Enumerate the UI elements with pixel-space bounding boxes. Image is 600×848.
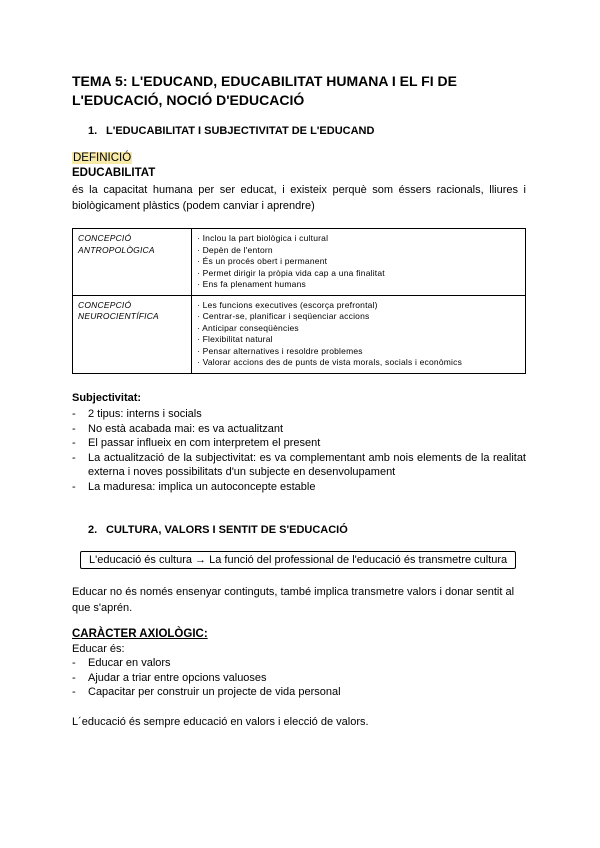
list-item: · Valorar accions des de punts de vista morals, socials i econòmics	[197, 357, 463, 367]
list-item: - El passar influeix en com interpretem el present	[72, 436, 526, 451]
table-row	[73, 295, 526, 373]
list-item: - Capacitar per construir un projecte de vida personal	[72, 685, 526, 700]
caracter-axiologic-heading: CARÀCTER AXIOLÒGIC:	[72, 628, 208, 640]
list-item: - No està acabada mai: es va actualitzant	[72, 422, 526, 437]
list-item: · Flexibilitat natural	[197, 334, 273, 344]
list-item: · Pensar alternatives i resoldre problemes	[197, 345, 363, 356]
term-educabilitat: EDUCABILITAT	[72, 167, 156, 179]
concept-items-antropologica	[192, 229, 526, 296]
list-item: - 2 tipus: interns i socials	[72, 407, 526, 422]
closing-statement: L´educació és sempre educació en valors i elecció de valors.	[72, 716, 369, 728]
section-2-title: CULTURA, VALORS I SENTIT DE S'EDUCACIÓ	[106, 524, 348, 536]
section-2-heading	[88, 524, 348, 536]
definition-label: DEFINICIÓ	[73, 152, 132, 164]
list-item: · Les funcions executives (escorça prefrontal)	[197, 299, 378, 310]
definition-text: és la capacitat humana per ser educat, i existeix perquè som éssers racionals, lliures i biològicament plàstics (podem canviar i aprendre)	[72, 184, 526, 212]
section-1-title: L'EDUCABILITAT I SUBJECTIVITAT DE L'EDUCAND	[106, 125, 375, 137]
concept-items-neurocientifica	[192, 295, 526, 373]
list-item: · Inclou la part biològica i cultural	[197, 233, 329, 243]
cultura-callout-box: L'educació és cultura → La funció del professional de l'educació és transmetre cultura	[80, 551, 516, 569]
subjectivitat-list	[72, 407, 526, 494]
list-item: - Educar en valors	[72, 656, 526, 671]
list-item: · Ens fa plenament humans	[197, 279, 306, 289]
list-item: · Centrar-se, planificar i seqüenciar accions	[197, 311, 370, 321]
concepts-table	[72, 228, 526, 374]
list-item: - La actualització de la subjectivitat: es va complementant amb nois elements de la realitat externa i noves possibilitats d'un subjecte en desenvolupament	[72, 451, 526, 480]
educar-list	[72, 656, 526, 700]
section-1-number: 1.	[88, 125, 98, 137]
educar-es-label: Educar és:	[72, 643, 125, 655]
list-item: - Ajudar a triar entre opcions valuoses	[72, 671, 526, 686]
table-row	[73, 229, 526, 296]
list-item: · Depèn de l'entorn	[197, 244, 273, 255]
educar-paragraph: Educar no és només ensenyar continguts, també implica transmetre valors i donar sentit al que s'aprén.	[72, 586, 515, 614]
section-1-heading	[88, 125, 374, 137]
list-item: - La maduresa: implica un autoconcepte estable	[72, 480, 526, 495]
concept-label-antropologica: CONCEPCIÓ ANTROPOLÒGICA	[73, 229, 192, 296]
list-item: · És un procés obert i permanent	[197, 256, 328, 266]
subjectivitat-heading: Subjectivitat:	[72, 392, 142, 404]
section-2-number: 2.	[88, 524, 98, 536]
concept-label-neurocientifica: CONCEPCIÓ NEUROCIENTÍFICA	[73, 295, 192, 373]
list-item: · Anticipar conseqüències	[197, 322, 299, 333]
list-item: · Permet dirigir la pròpia vida cap a una finalitat	[197, 267, 385, 278]
page-title: TEMA 5: L'EDUCAND, EDUCABILITAT HUMANA I EL FI DE L'EDUCACIÓ, NOCIÓ D'EDUCACIÓ	[72, 73, 457, 108]
